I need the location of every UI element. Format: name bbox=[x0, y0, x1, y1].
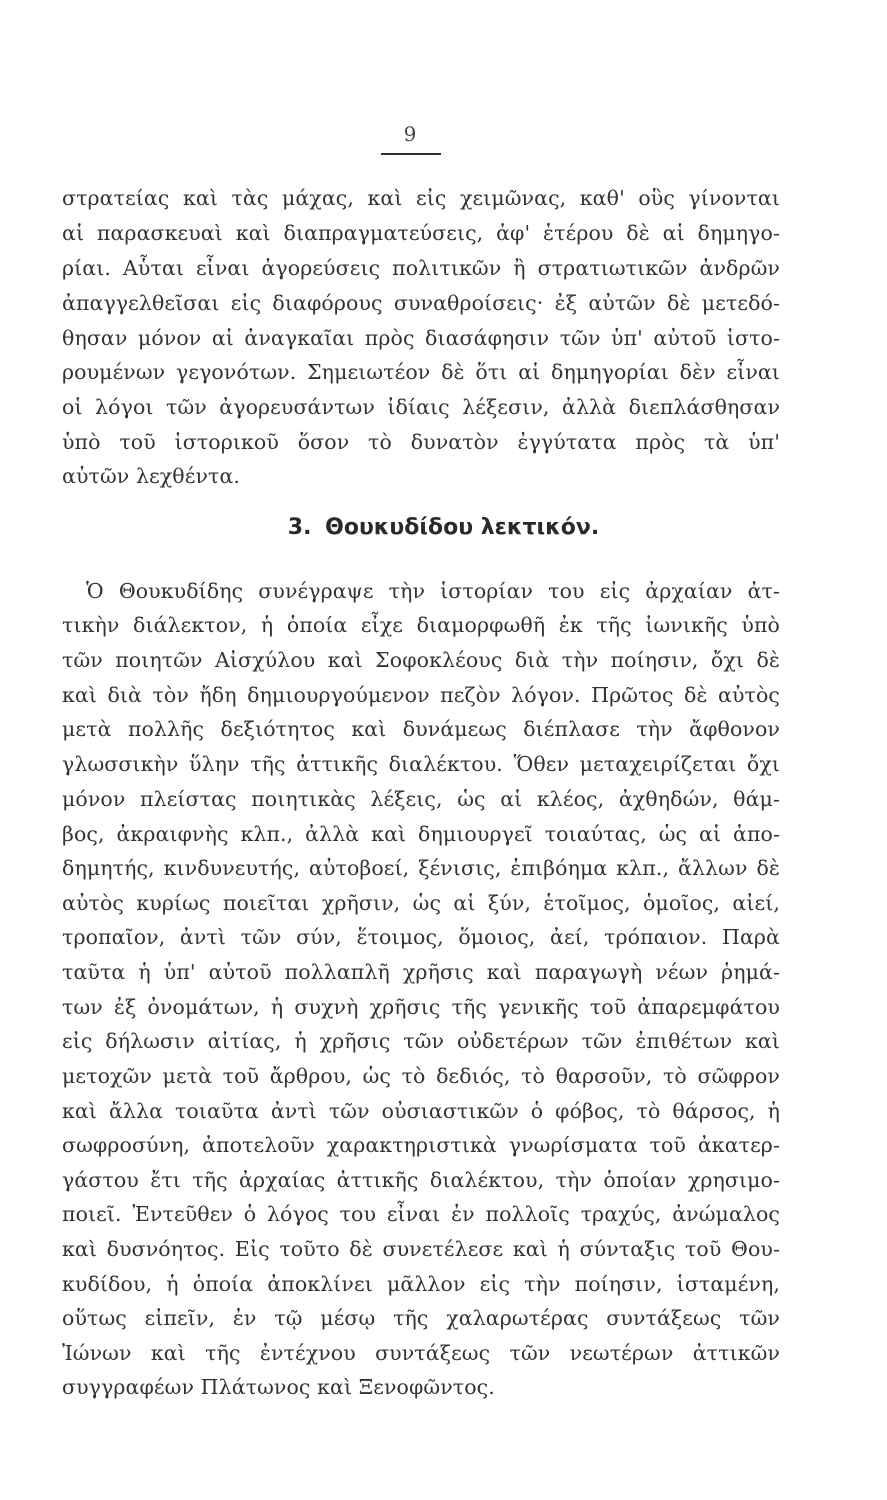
text-line: καὶ δυσνόητος. Εἰς τοῦτο δὲ συνετέλεσε καὶ ἡ σύνταξις τοῦ Θου- bbox=[62, 1237, 780, 1261]
text-line: γλωσσικὴν ὕλην τῆς ἀττικῆς διαλέκτου. Ὅθεν μεταχειρίζεται ὄχι bbox=[62, 752, 780, 776]
text-line: τῶν ποιητῶν Αἰσχύλου καὶ Σοφοκλέους διὰ τὴν ποίησιν, ὄχι δὲ bbox=[62, 648, 780, 672]
text-line: καὶ ἄλλα τοιαῦτα ἀντὶ τῶν οὐσιαστικῶν ὁ φόβος, τὸ θάρσος, ἡ bbox=[62, 1099, 780, 1123]
text-line: στρατείας καὶ τὰς μάχας, καὶ εἰς χειμῶνας, καθ' οὓς γίνονται bbox=[62, 186, 780, 210]
text-line: ὑπὸ τοῦ ἱστορικοῦ ὅσον τὸ δυνατὸν ἐγγύτατα πρὸς τὰ ὑπ' bbox=[62, 430, 780, 454]
section-title: Θουκυδίδου λεκτικόν. bbox=[325, 515, 600, 540]
text-line: κυδίδου, ἡ ὁποία ἀποκλίνει μᾶλλον εἰς τὴν ποίησιν, ἱσταμένη, bbox=[62, 1272, 780, 1296]
text-line: σωφροσύνη, ἀποτελοῦν χαρακτηριστικὰ γνωρίσματα τοῦ ἀκατερ- bbox=[62, 1133, 780, 1157]
text-line: τροπαῖον, ἀντὶ τῶν σύν, ἕτοιμος, ὅμοιος, ἀεί, τρόπαιον. Παρὰ bbox=[62, 925, 780, 949]
text-line: αὐτὸς κυρίως ποιεῖται χρῆσιν, ὡς αἱ ξύν, ἑτοῖμος, ὁμοῖος, αἰεί, bbox=[62, 891, 780, 915]
text-line: τικὴν διάλεκτον, ἡ ὁποία εἶχε διαμορφωθῆ ἐκ τῆς ἰωνικῆς ὑπὸ bbox=[62, 613, 780, 637]
text-line: βος, ἀκραιφνὴς κλπ., ἀλλὰ καὶ δημιουργεῖ τοιαύτας, ὡς αἱ ἀπο- bbox=[62, 822, 780, 846]
text-line: αἱ παρασκευαὶ καὶ διαπραγματεύσεις, ἀφ' ἑτέρου δὲ αἱ δημηγο- bbox=[62, 221, 780, 245]
text-line: Ὁ Θουκυδίδης συνέγραψε τὴν ἱστορίαν του εἰς ἀρχαίαν ἀτ- bbox=[86, 579, 780, 603]
text-line: θησαν μόνον αἱ ἀναγκαῖαι πρὸς διασάφησιν τῶν ὑπ' αὐτοῦ ἱστο- bbox=[62, 326, 780, 350]
text-line: συγγραφέων Πλάτωνος καὶ Ξενοφῶντος. bbox=[62, 1375, 495, 1399]
text-line: Ἰώνων καὶ τῆς ἐντέχνου συντάξεως τῶν νεωτέρων ἀττικῶν bbox=[62, 1341, 780, 1365]
text-line: ρουμένων γεγονότων. Σημειωτέον δὲ ὅτι αἱ δημηγορίαι δὲν εἶναι bbox=[62, 360, 780, 384]
text-line: εἰς δήλωσιν αἰτίας, ἡ χρῆσις τῶν οὐδετέρων τῶν ἐπιθέτων καὶ bbox=[62, 1029, 780, 1053]
text-line: ἀπαγγελθεῖσαι εἰς διαφόρους συναθροίσεις· ἐξ αὐτῶν δὲ μετεδό- bbox=[62, 291, 780, 315]
section-number: 3. bbox=[287, 515, 312, 540]
text-line: ποιεῖ. Ἐντεῦθεν ὁ λόγος του εἶναι ἐν πολλοῖς τραχύς, ἀνώμαλος bbox=[62, 1202, 780, 1226]
text-line: των ἐξ ὀνομάτων, ἡ συχνὴ χρῆσις τῆς γενικῆς τοῦ ἀπαρεμφάτου bbox=[62, 995, 780, 1019]
text-line: ταῦτα ἡ ὑπ' αὐτοῦ πολλαπλῆ χρῆσις καὶ παραγωγὴ νέων ῥημά- bbox=[62, 960, 780, 984]
section-heading bbox=[0, 513, 887, 543]
text-line: μόνον πλείστας ποιητικὰς λέξεις, ὡς αἱ κλέος, ἀχθηδών, θάμ- bbox=[62, 787, 780, 811]
text-line: ρίαι. Αὗται εἶναι ἀγορεύσεις πολιτικῶν ἢ στρατιωτικῶν ἀνδρῶν bbox=[62, 256, 780, 280]
page-number-rule bbox=[381, 153, 441, 155]
text-line: δημητής, κινδυνευτής, αὐτοβοεί, ξένισις, ἐπιβόημα κλπ., ἄλλων δὲ bbox=[62, 856, 780, 880]
text-line: οἱ λόγοι τῶν ἀγορευσάντων ἰδίαις λέξεσιν, ἀλλὰ διεπλάσθησαν bbox=[62, 395, 780, 419]
text-line: αὐτῶν λεχθέντα. bbox=[62, 464, 241, 488]
text-line: οὕτως εἰπεῖν, ἐν τῷ μέσῳ τῆς χαλαρωτέρας συντάξεως τῶν bbox=[62, 1306, 780, 1330]
text-line: μετὰ πολλῆς δεξιότητος καὶ δυνάμεως διέπλασε τὴν ἄφθονον bbox=[62, 717, 780, 741]
text-line: καὶ διὰ τὸν ἤδη δημιουργούμενον πεζὸν λόγον. Πρῶτος δὲ αὐτὸς bbox=[62, 683, 780, 707]
text-line: γάστου ἔτι τῆς ἀρχαίας ἀττικῆς διαλέκτου, τὴν ὁποίαν χρησιμο- bbox=[62, 1168, 780, 1192]
page-number: 9 bbox=[403, 122, 417, 146]
text-line: μετοχῶν μετὰ τοῦ ἄρθρου, ὡς τὸ δεδιός, τὸ θαρσοῦν, τὸ σῶφρον bbox=[62, 1064, 780, 1088]
